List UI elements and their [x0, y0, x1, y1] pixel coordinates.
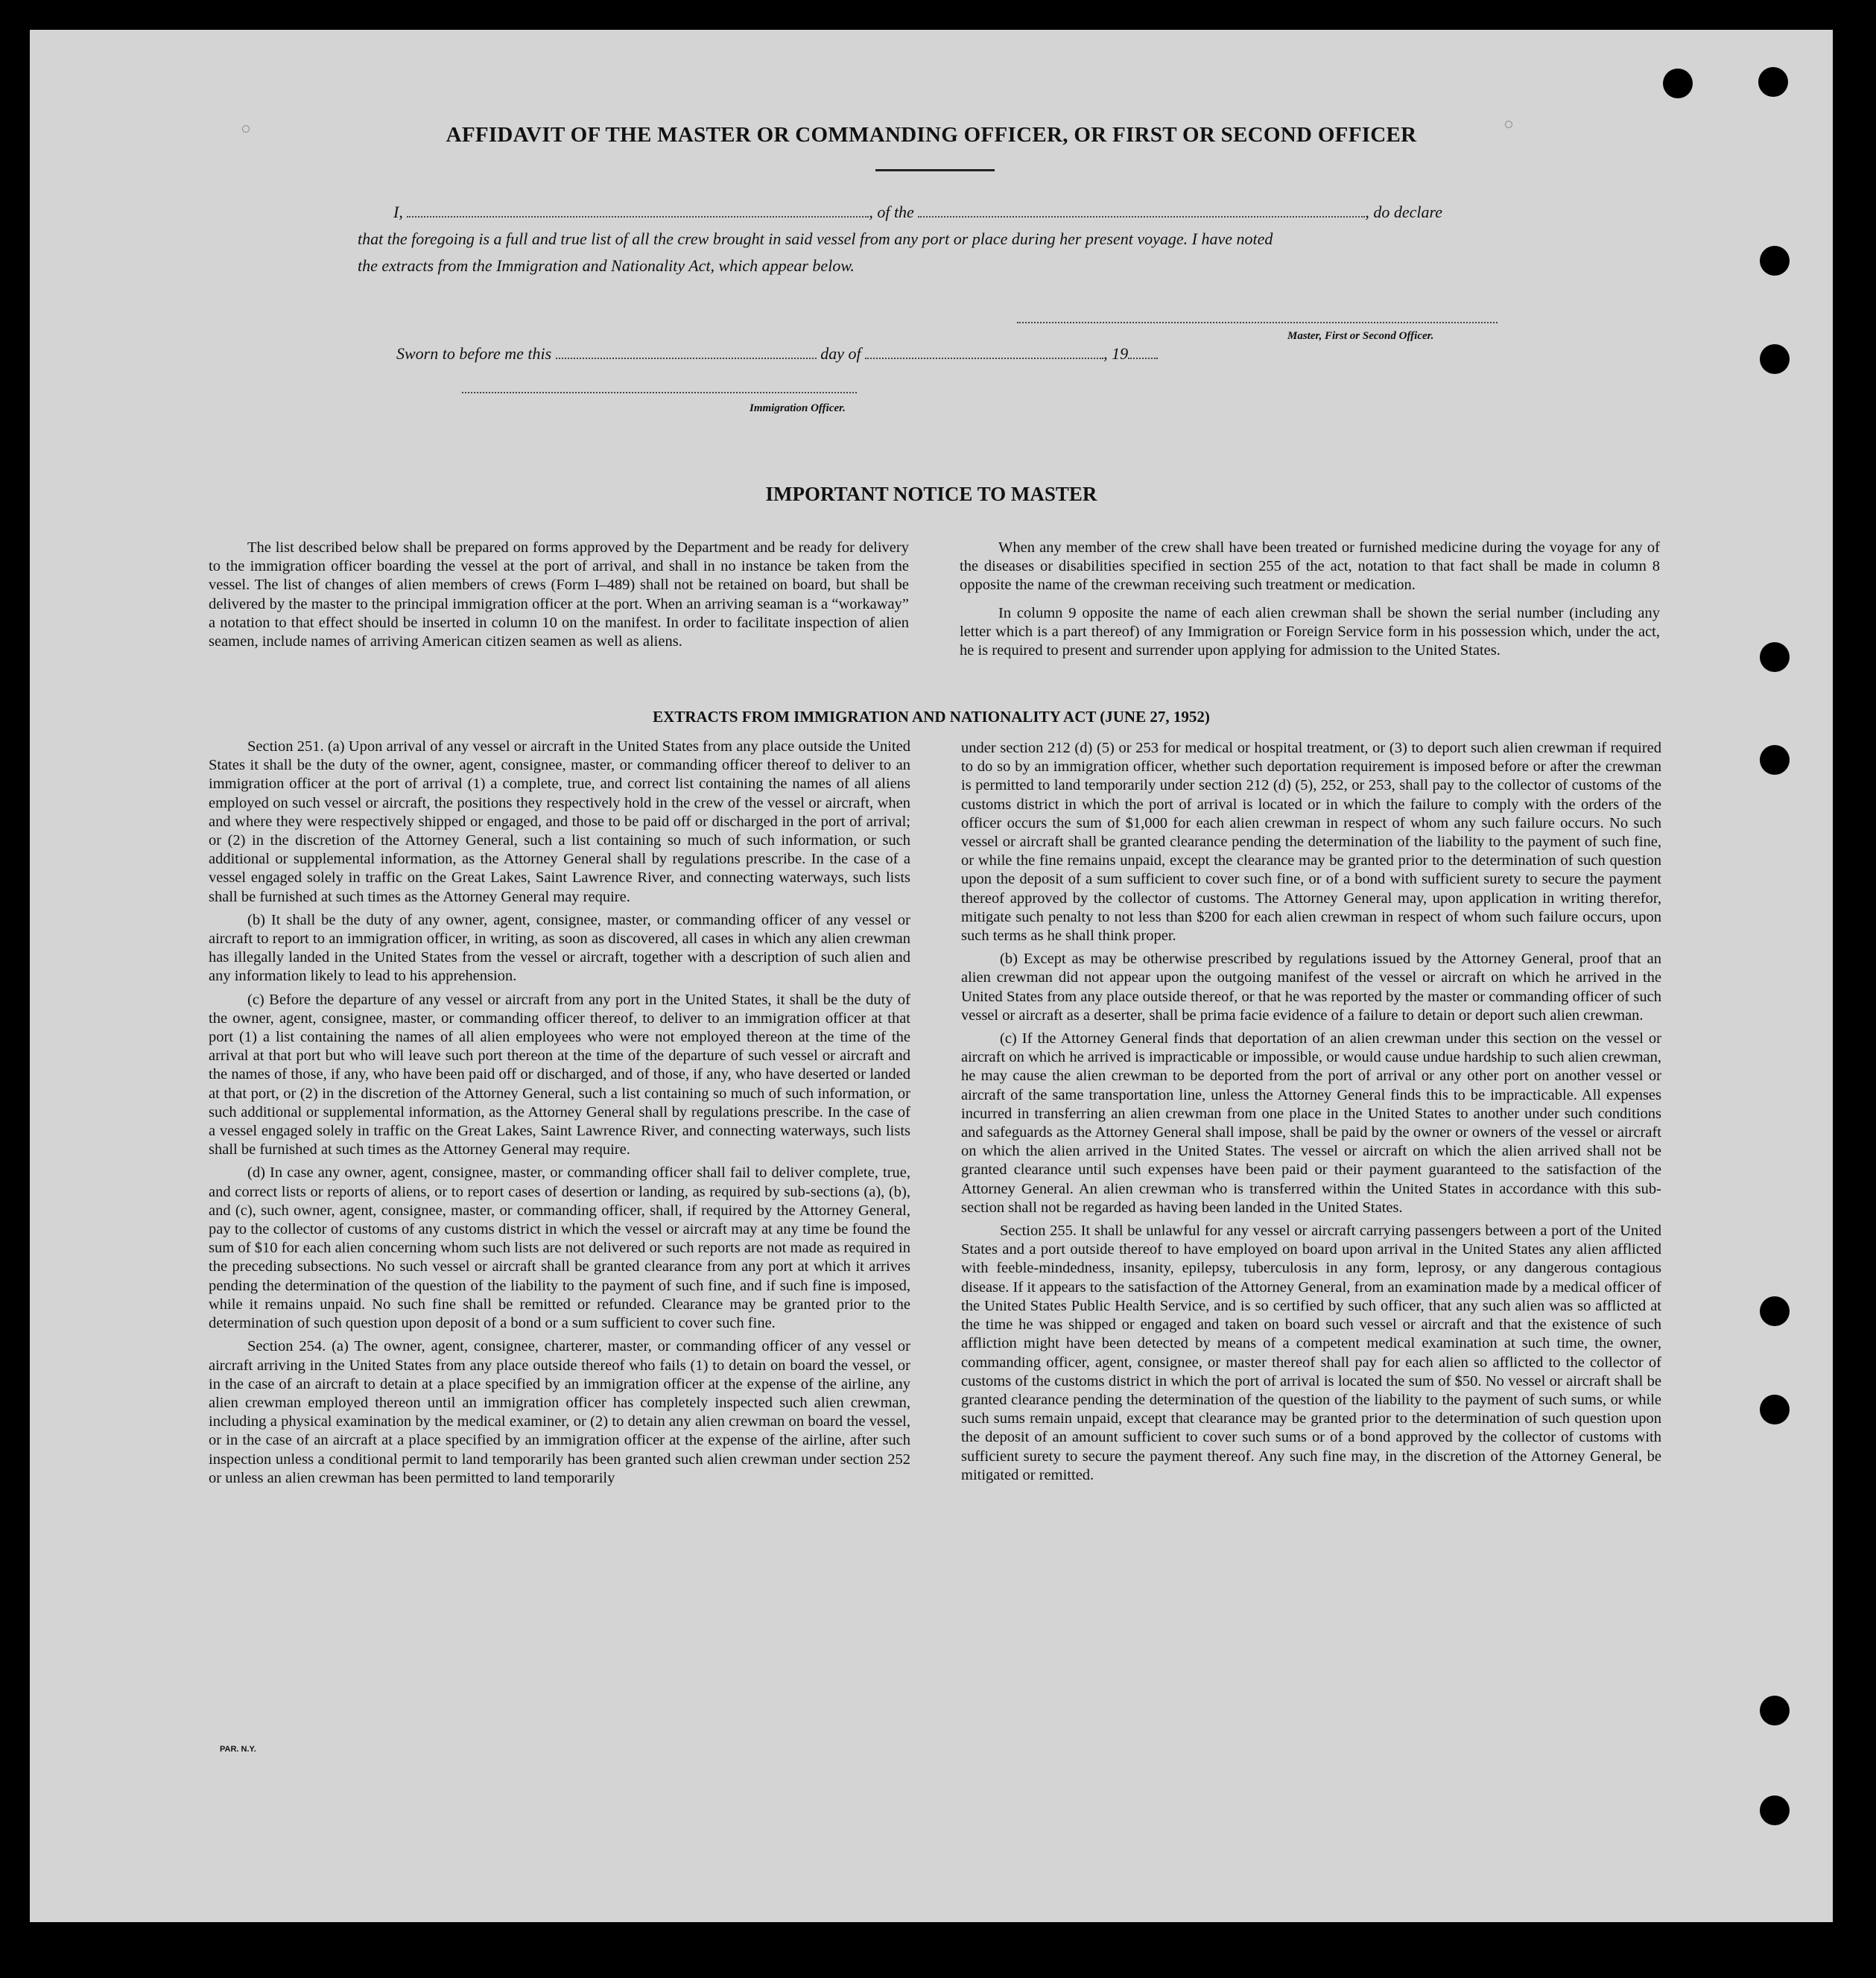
- sworn-label: Sworn to before me this: [396, 344, 552, 363]
- extracts-title: EXTRACTS FROM IMMIGRATION AND NATIONALITY ACT (JUNE 27, 1952): [653, 708, 1210, 726]
- extracts-right-column: [961, 739, 1661, 1485]
- i-label: I,: [393, 203, 403, 221]
- notice-left-column: [209, 539, 909, 651]
- punch-hole: [1760, 1395, 1790, 1424]
- extract-paragraph: Section 251. (a) Upon arrival of any vessel or aircraft in the United States from any place outside the United States it shall be the duty of the owner, agent, consignee, master, or commanding officer thereof to deliver to an immigration officer at the port of arrival (1) a complete, true, and correct list containing the names of all aliens employed on such vessel or aircraft, the positions they respectively hold in the crew of the vessel or aircraft, when and where they were respectively shipped or engaged, and those to be paid off or discharged in the port of arrival; or (2) in the discretion of the Attorney General, such a list containing so much of such information, or such additional or supplemental information, as the Attorney General shall by regulations prescribe. In the case of a vessel engaged solely in traffic on the Great Lakes, Saint Lawrence River, and connecting waterways, such lists shall be furnished at such times as the Attorney General may require.: [209, 738, 910, 905]
- notice-paragraph: In column 9 opposite the name of each alien crewman shall be shown the serial number (including any letter which is a part thereof) of any Immigration or Foreign Service form in his possession which, under the act, he is required to present and surrender upon applying for admission to the United States.: [960, 604, 1660, 659]
- title-underline: [875, 169, 995, 171]
- declarant-name-field[interactable]: [407, 203, 869, 218]
- extract-paragraph: (d) In case any owner, agent, consignee, master, or commanding officer shall fail to deliver complete, true, and correct lists or reports of aliens, or to report cases of desertion or landing, as required by sub-sections (a), (b), and (c), such owner, agent, consignee, master, or commanding officer, shall, if required by the Attorney General, pay to the collector of customs of any customs district in which the vessel or aircraft may at any time be found the sum of $10 for each alien concerning whom such lists are not delivered or such reports are not made as required in the preceding subsections. No such vessel or aircraft shall be granted clearance from any port at which it arrives pending the determination of the question of the liability to the payment of such fine, and if such fine is imposed, while it remains unpaid. No such fine shall be remitted or refunded. Clearance may be granted prior to the determination of such question upon deposit of a bond or a sum sufficient to cover such fine.: [209, 1164, 910, 1332]
- immigration-officer-signature-field[interactable]: [462, 392, 857, 393]
- notice-title: IMPORTANT NOTICE TO MASTER: [765, 483, 1097, 505]
- sworn-line: [396, 344, 1158, 364]
- notice-right-column: [960, 539, 1660, 660]
- declaration-line-3: the extracts from the Immigration and Nationality Act, which appear below.: [358, 256, 855, 275]
- punch-hole: [1760, 246, 1790, 276]
- vessel-name-field[interactable]: [918, 203, 1365, 218]
- declaration-line-2: that the foregoing is a full and true list of all the crew brought in said vessel from any port or place during her present voyage. I have noted: [358, 229, 1273, 248]
- notice-paragraph: When any member of the crew shall have been treated or furnished medicine during the voyage for any of the diseases or disabilities specified in section 255 of the act, notation to that fact shall be made in column 8 opposite the name of the crewman receiving such treatment or medication.: [960, 539, 1660, 594]
- punch-hole: [1663, 69, 1693, 98]
- declarant-line: [393, 203, 1442, 222]
- day-of-label: day of: [820, 344, 861, 363]
- do-declare-label: , do declare: [1365, 203, 1442, 221]
- punch-hole: [1760, 1296, 1790, 1326]
- affidavit-title: AFFIDAVIT OF THE MASTER OR COMMANDING OFFICER, OR FIRST OR SECOND OFFICER: [446, 123, 1417, 147]
- master-signature-field[interactable]: [1017, 322, 1498, 323]
- of-the-label: , of the: [869, 203, 914, 221]
- master-signature-caption: Master, First or Second Officer.: [1287, 330, 1434, 342]
- punch-hole: [1760, 344, 1790, 374]
- extract-paragraph: (c) Before the departure of any vessel or aircraft from any port in the United States, it shall be the duty of the owner, agent, consignee, master, or commanding officer thereof, to deliver to an immigration officer at that port (1) a list containing the names of all alien employees who were not employed thereon at the time of the arrival at that port but who will leave such port thereon at the time of the departure of such vessel or aircraft and the names of those, if any, who have been paid off or discharged, and of those, if any, who have deserted or landed at that port, or (2) in the discretion of the Attorney General, such a list containing so much of such information, or such additional or supplemental information, as the Attorney General shall by regulations prescribe. In the case of a vessel engaged solely in traffic on the Great Lakes, Saint Lawrence River, and connecting waterways, such lists shall be furnished at such times as the Attorney General may require.: [209, 991, 910, 1158]
- year-label: , 19: [1103, 344, 1129, 363]
- extract-paragraph: under section 212 (d) (5) or 253 for medical or hospital treatment, or (3) to deport such alien crewman if required to do so by an immigration officer, whether such deportation requirement is imposed before or after the crewman is permitted to land temporarily under section 212 (d) (5), 252, or 253, shall pay to the collector of customs of the customs district in which the port of arrival is located or in which the failure to comply with the orders of the officer occurs the sum of $1,000 for each alien crewman in respect of whom any such failure occurs. No such vessel or aircraft shall be granted clearance pending the determination of the liability to the payment of such fine, or while the fine remains unpaid, except the clearance may be granted prior to the determination of such question upon the deposit of a sum sufficient to cover such fine, or of a bond with sufficient surety to secure the payment thereof approved by the collector of customs. The Attorney General may, upon application in writing therefor, mitigate such penalty to not less than $200 for each alien crewman in respect of whom such failure occurs, upon such terms as he shall think proper.: [961, 740, 1661, 945]
- immigration-officer-caption: Immigration Officer.: [750, 402, 846, 414]
- punch-hole: [1760, 1795, 1790, 1825]
- punch-hole: [1760, 745, 1790, 775]
- notice-paragraph: The list described below shall be prepared on forms approved by the Department and be ready for delivery to the immigration officer boarding the vessel at the port of arrival, and shall in no instance be taken from the vessel. The list of changes of alien members of crews (Form I–489) shall not be retained on board, but shall be delivered by the master to the principal immigration officer at the port. When an arriving seaman is a “workaway” a notation to that effect should be inserted in column 10 on the manifest. In order to facilitate inspection of alien seamen, include names of arriving American citizen seamen as well as aliens.: [209, 539, 909, 650]
- sworn-year-field[interactable]: [1128, 344, 1158, 359]
- punch-hole: [1758, 67, 1788, 97]
- extract-paragraph: (b) It shall be the duty of any owner, agent, consignee, master, or commanding officer of any vessel or aircraft to report to an immigration officer, in writing, as soon as discovered, all cases in which any alien crewman has illegally landed in the United States from the vessel or aircraft, together with a description of such alien and any information likely to lead to his apprehension.: [209, 911, 910, 985]
- punch-hole: [1760, 1696, 1790, 1725]
- extract-paragraph: Section 255. It shall be unlawful for any vessel or aircraft carrying passengers between a port of the United States and a port outside thereof to have employed on board upon arrival in the United States any alien afflicted with feeble-mindedness, insanity, epilepsy, tuberculosis in any form, leprosy, or any dangerous contagious disease. If it appears to the satisfaction of the Attorney General, from an examination made by a medical officer of the United States Public Health Service, and is so certified by such officer, that any such alien was so afflicted at the time he was shipped or engaged and taken on board such vessel or aircraft and that the existence of such affliction might have been detected by means of a competent medical examination at such time, the owner, commanding officer, agent, consignee, or master thereof shall pay for each alien so afflicted to the collector of customs of the customs district in which the port of arrival is located the sum of $50. No vessel or aircraft shall be granted clearance pending the determination of the question of the liability to the payment of such sums, or while such sums remain unpaid, except that clearance may be granted prior to the determination of such question upon the deposit of an amount sufficient to cover such sums or of a bond approved by the collector of customs with sufficient surety to secure the payment thereof. Any such fine may, in the discretion of the Attorney General, be mitigated or remitted.: [961, 1223, 1661, 1483]
- document-page: [30, 30, 1833, 1922]
- extract-paragraph: Section 254. (a) The owner, agent, consignee, charterer, master, or commanding officer of any vessel or aircraft arriving in the United States from any place outside thereof who fails (1) to detain on board the vessel, or in the case of an aircraft to detain at a place specified by an immigration officer at the expense of the airline, any alien crewman employed thereon until an immigration officer has completely inspected such alien crewman, including a physical examination by the medical examiner, or (2) to detain any alien crewman on board the vessel, or in the case of an aircraft at a place specified by an immigration officer at the expense of the airline, after such inspection unless a conditional permit to land temporarily has been granted such alien crewman under section 252 or unless an alien crewman has been permitted to land temporarily: [209, 1338, 910, 1486]
- extracts-left-column: [209, 738, 910, 1488]
- sworn-day-field[interactable]: [556, 344, 817, 359]
- extract-paragraph: (b) Except as may be otherwise prescribed by regulations issued by the Attorney General, proof that an alien crewman did not appear upon the outgoing manifest of the vessel or aircraft on which he arrived in the United States from any place outside thereof, or that he was reported by the master or commanding officer of such vessel or aircraft as a deserter, shall be prima facie evidence of a failure to detain or deport such alien crewman.: [961, 951, 1661, 1024]
- sworn-month-field[interactable]: [865, 344, 1103, 359]
- extract-paragraph: (c) If the Attorney General finds that deportation of an alien crewman under this section on the vessel or aircraft on which he arrived is impracticable or impossible, or would cause undue hardship to such alien crewman, he may cause the alien crewman to be deported from the port of arrival or any other port on another vessel or aircraft of the same transportation line, unless the Attorney General finds this to be impracticable. All expenses incurred in transferring an alien crewman from one place in the United States to another under such conditions and safeguards as the Attorney General shall impose, shall be paid by the owner or owners of the vessel or aircraft on which the alien arrived in the United States. The vessel or aircraft on which the alien arrived shall not be granted clearance until such expenses have been paid or their payment guaranteed to the satisfaction of the Attorney General. An alien crewman who is transferred within the United States in accordance with this sub-section shall not be regarded as having been landed in the United States.: [961, 1030, 1661, 1216]
- punch-hole: [1760, 642, 1790, 672]
- printer-mark: PAR. N.Y.: [220, 1745, 256, 1754]
